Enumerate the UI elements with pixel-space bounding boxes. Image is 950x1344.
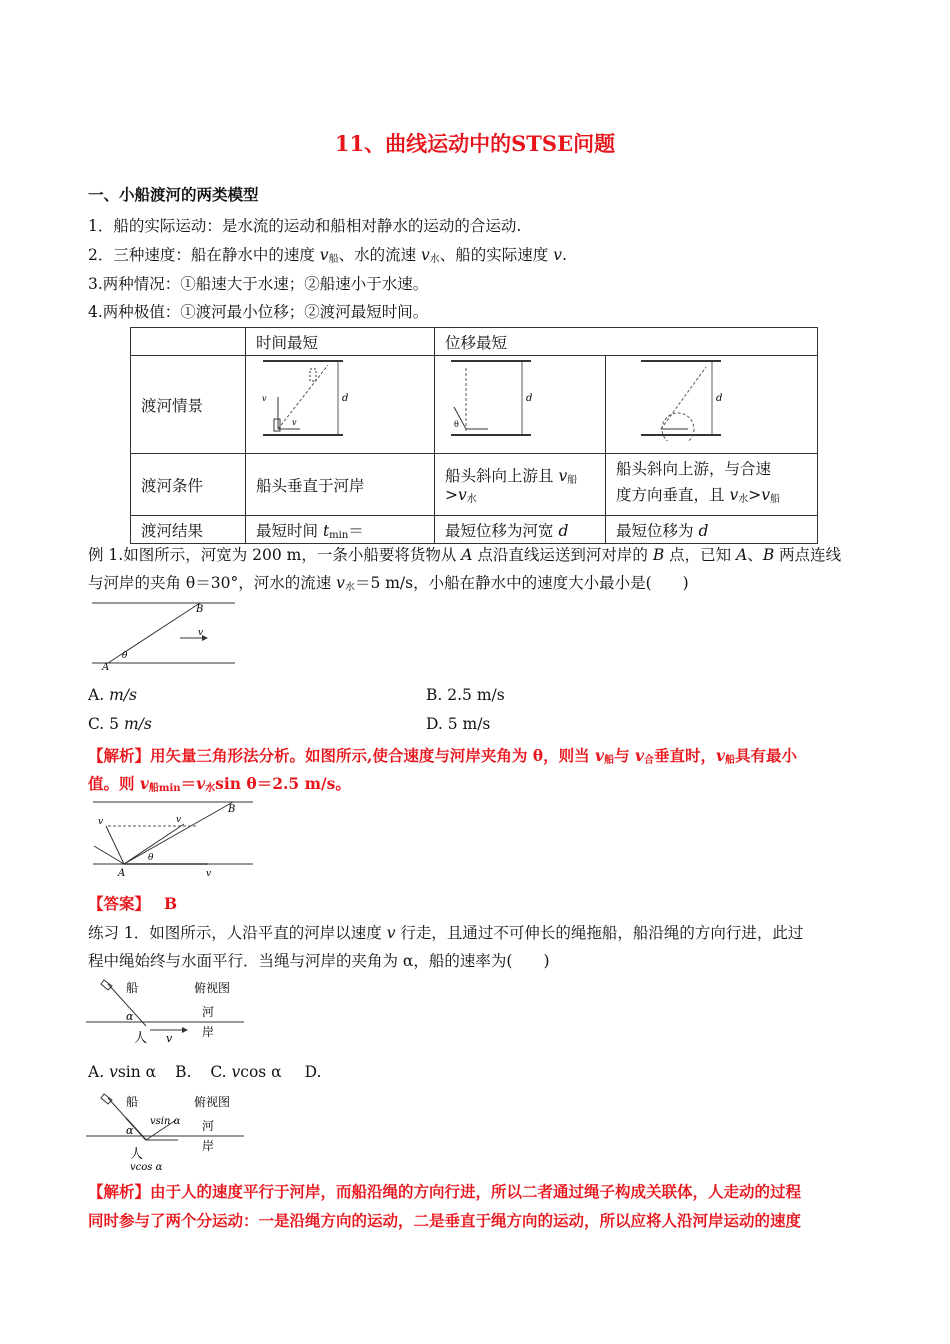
svg-text:d: d xyxy=(716,393,723,404)
solution-1-line-2: 值。则 $v_{船min}=v_水\sin$ θ＝2.5 m/s。 xyxy=(88,774,351,794)
condition-pos-2: 船头斜向上游，与合速 度方向垂直，且 $v_水>v_船$ xyxy=(606,454,818,516)
svg-text:v: v xyxy=(206,869,212,879)
example-1-line-1: 例 1.如图所示，河宽为 200 m，一条小船要将货物从 A 点沿直线运送到河对岸的 B 点，已知 A、B 两点连线 xyxy=(88,546,842,564)
svg-text:B: B xyxy=(228,804,236,815)
para-2: 2．三种速度：船在静水中的速度 $v_船$、水的流速 $v_水$、船的实际速度 v. xyxy=(88,246,567,265)
practice-1-options: A. vsin α B. C. vcos α D. xyxy=(88,1063,322,1081)
svg-text:A: A xyxy=(102,662,110,670)
svg-text:d: d xyxy=(342,393,348,404)
svg-text:v: v xyxy=(292,418,297,427)
condition-pos-1: 船头斜向上游且 $v_船>v_水$ xyxy=(435,454,606,516)
option-d: D. 5 m/s xyxy=(426,715,491,733)
practice-1-line-1: 练习 1．如图所示，人沿平直的河岸以速度 v 行走，且通过不可伸长的绳拖船，船沿绳的方向行进，此过 xyxy=(88,924,804,942)
practice-1-figure xyxy=(86,976,246,1050)
svg-text:v: v xyxy=(176,815,182,825)
option-b: B. 2.5 m/s xyxy=(426,686,505,704)
svg-text:岸: 岸 xyxy=(202,1139,215,1153)
svg-text:α: α xyxy=(126,1124,134,1137)
para-1: 1．船的实际运动：是水流的运动和船相对静水的运动的合运动. xyxy=(88,217,522,235)
section-heading: 一、小船渡河的两类模型 xyxy=(88,185,259,204)
svg-text:vsin α: vsin α xyxy=(150,1116,181,1127)
svg-text:θ: θ xyxy=(148,853,154,863)
practice-1-solution-figure xyxy=(86,1090,246,1174)
svg-text:v: v xyxy=(98,817,104,827)
svg-text:人: 人 xyxy=(134,1031,148,1046)
svg-text:A: A xyxy=(118,868,126,879)
option-a: A. m/s xyxy=(88,686,137,704)
svg-text:d: d xyxy=(526,393,533,404)
solution-2-line-2: 同时参与了两个分运动：一是沿绳方向的运动，二是垂直于绳方向的运动，所以应将人沿河岸运动的速度 xyxy=(88,1211,802,1230)
svg-text:vcos α: vcos α xyxy=(130,1162,163,1173)
example-1-line-2: 与河岸的夹角 θ＝30°，河水的流速 $v_水=5$ m/s，小船在静水中的速度大小最小是( ) xyxy=(88,574,689,593)
row-scene-label: 渡河情景 xyxy=(131,356,246,454)
header-time: 时间最短 xyxy=(246,328,435,356)
header-position: 位移最短 xyxy=(435,328,818,356)
svg-text:俯视图: 俯视图 xyxy=(194,1095,231,1109)
practice-1-line-2: 程中绳始终与水面平行．当绳与河岸的夹角为 α，船的速率为( ) xyxy=(88,952,550,970)
svg-text:河: 河 xyxy=(202,1119,215,1133)
condition-time: 船头垂直于河岸 xyxy=(246,454,435,516)
para-4: 4.两种极值：①渡河最小位移；②渡河最短时间。 xyxy=(88,303,429,321)
svg-text:岸: 岸 xyxy=(202,1025,215,1039)
option-c: C. 5 m/s xyxy=(88,715,152,733)
svg-text:俯视图: 俯视图 xyxy=(194,981,231,995)
svg-text:v: v xyxy=(166,1032,173,1045)
solution-2-line-1: 【解析】由于人的速度平行于河岸，而船沿绳的方向行进，所以二者通过绳子构成关联体，人走动的过程 xyxy=(88,1182,802,1201)
row-result-label: 渡河结果 xyxy=(131,516,246,544)
diagram-min-disp-1 xyxy=(446,357,536,441)
example-1-figure xyxy=(90,600,240,670)
para-3: 3.两种情况：①船速大于水速；②船速小于水速。 xyxy=(88,275,429,293)
result-pos-1: 最短位移为河宽 d xyxy=(435,516,606,544)
diagram-min-disp-2 xyxy=(636,357,726,441)
result-pos-2: 最短位移为 d xyxy=(606,516,818,544)
svg-text:α: α xyxy=(126,1010,134,1023)
svg-text:船: 船 xyxy=(126,981,139,995)
svg-text:v: v xyxy=(198,628,204,638)
svg-text:B: B xyxy=(196,604,204,615)
solution-1-figure xyxy=(88,798,258,880)
svg-text:θ: θ xyxy=(454,420,459,429)
svg-text:v: v xyxy=(262,394,267,403)
solution-1-line-1: 【解析】用矢量三角形法分析。如图所示,使合速度与河岸夹角为 θ，则当 $v_船$与 $v_合$垂直时，$v_船$具有最小 xyxy=(88,746,798,766)
svg-text:河: 河 xyxy=(202,1005,215,1019)
answer-1: 【答案】 B xyxy=(88,894,178,913)
svg-text:船: 船 xyxy=(126,1095,139,1109)
result-time: 最短时间 $t_{min}=$ xyxy=(246,516,435,544)
svg-text:θ: θ xyxy=(122,651,128,661)
diagram-min-time xyxy=(258,357,348,441)
row-condition-label: 渡河条件 xyxy=(131,454,246,516)
svg-text:人: 人 xyxy=(130,1147,144,1162)
page-title: 11、曲线运动中的STSE问题 xyxy=(334,131,616,156)
